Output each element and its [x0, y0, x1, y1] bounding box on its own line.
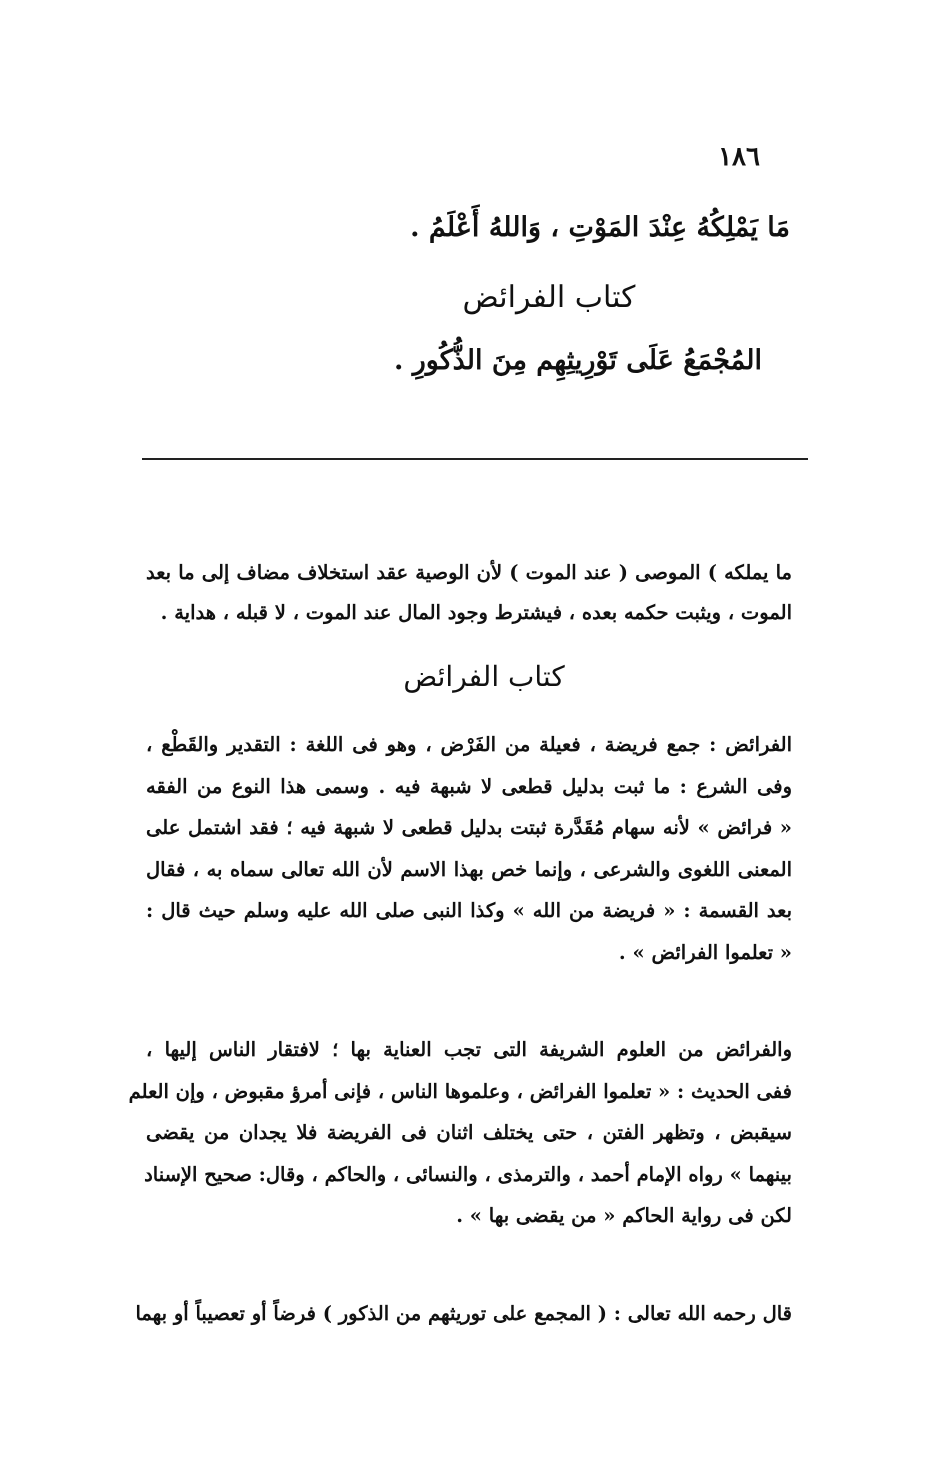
commentary-chapter-title: كتاب الفرائض	[403, 660, 565, 693]
paragraph-line: الموت ، ويثبت حكمه بعده ، فيشترط وجود المال عند الموت ، لا قبله ، هداية .	[160, 601, 792, 624]
section-divider	[142, 458, 808, 460]
matn-text-line: المُجْمَعُ عَلَى تَوْرِيثِهِم مِنَ الذُّكُورِ .	[393, 345, 762, 376]
commentary-paragraph	[146, 724, 792, 973]
commentary-paragraph	[128, 1029, 792, 1237]
paragraph-line: سيقبض ، وتظهر الفتن ، حتى يختلف اثنان فى الفريضة فلا يجدان من يقضى	[146, 1121, 792, 1144]
matn-chapter-title: كتاب الفرائض	[462, 280, 636, 315]
paragraph-line: قال رحمه الله تعالى : ( المجمع على توريثهم من الذكور ) فرضاً أو تعصيباً أو بهما	[135, 1302, 792, 1325]
commentary-paragraph	[135, 1294, 792, 1334]
paragraph-line: بعد القسمة : « فريضة من الله » وكذا النبى صلى الله عليه وسلم حيث قال :	[146, 899, 792, 922]
page-number: ١٨٦	[718, 142, 760, 172]
paragraph-line: لكن فى رواية الحاكم « من يقضى بها » .	[456, 1204, 792, 1227]
paragraph-line: بينهما » رواه الإمام أحمد ، والترمذى ، والنسائى ، والحاكم ، وقال: صحيح الإسناد	[144, 1162, 792, 1186]
paragraph-line: « تعلموا الفرائض » .	[618, 940, 792, 964]
commentary-paragraph	[146, 553, 792, 633]
paragraph-line: ما يملكه ) الموصى ( عند الموت ) لأن الوصية عقد استخلاف مضاف إلى ما بعد	[146, 561, 792, 584]
paragraph-line: والفرائض من العلوم الشريفة التى تجب العناية بها ؛ لافتقار الناس إليها ،	[146, 1038, 792, 1061]
paragraph-line: المعنى اللغوى والشرعى ، وإنما خص بهذا الاسم لأن الله تعالى سماه به ، فقال	[146, 857, 792, 881]
paragraph-line: وفى الشرع : ما ثبت بدليل قطعى لا شبهة فيه . وسمى هذا النوع من الفقه	[146, 774, 792, 798]
paragraph-line: « فرائض » لأنه سهام مُقَدَّرة ثبتت بدليل قطعى لا شبهة فيه ؛ فقد اشتمل على	[146, 816, 792, 839]
matn-text-line: مَا يَمْلِكُهُ عِنْدَ المَوْتِ ، وَاللهُ أَعْلَمُ .	[410, 212, 790, 243]
paragraph-line: ففى الحديث : « تعلموا الفرائض ، وعلموها الناس ، فإنى أمرؤ مقبوض ، وإن العلم	[128, 1079, 792, 1103]
paragraph-line: الفرائض : جمع فريضة ، فعيلة من الفَرْض ، وهو فى اللغة : التقدير والقَطْع ،	[146, 733, 792, 756]
